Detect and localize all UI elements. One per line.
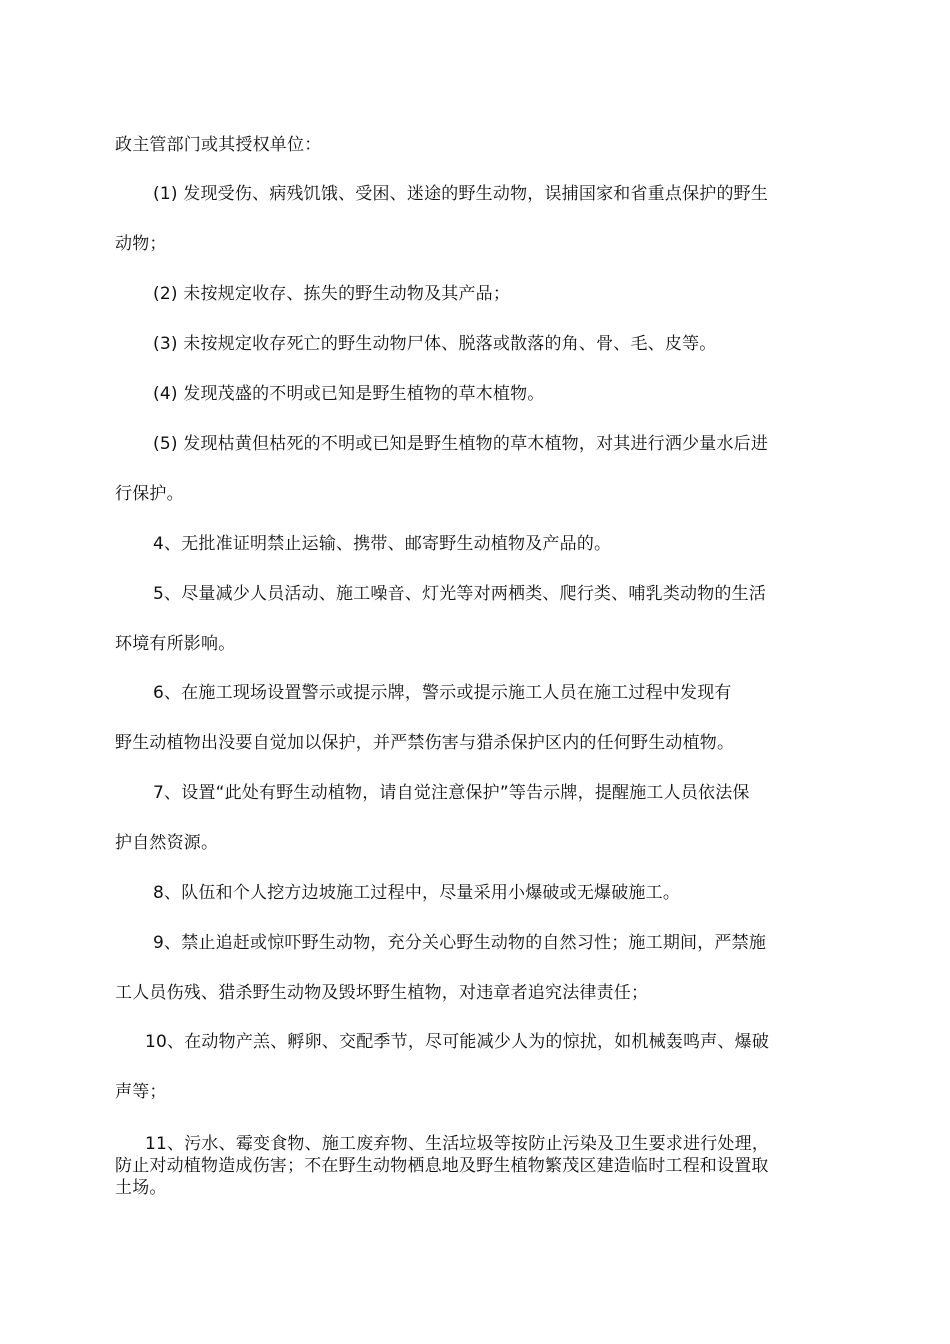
text-line: 5、尽量减少人员活动、施工噪音、灯光等对两栖类、爬行类、哺乳类动物的生活 bbox=[153, 584, 767, 604]
text-line: 11、污水、霉变食物、施工废弃物、生活垃圾等按防止污染及卫生要求进行处理， bbox=[145, 1134, 770, 1154]
paragraph-11 bbox=[115, 1133, 815, 1199]
text-line: 9、禁止追赶或惊吓野生动物，充分关心野生动物的自然习性；施工期间，严禁施 bbox=[153, 933, 767, 953]
text-line: 10、在动物产羔、孵卵、交配季节，尽可能减少人为的惊扰，如机械轰鸣声、爆破 bbox=[145, 1032, 770, 1052]
text-line: 7、设置“此处有野生动植物，请自觉注意保护”等告示牌，提醒施工人员依法保 bbox=[153, 783, 750, 803]
text-line: 政主管部门或其授权单位： bbox=[115, 135, 322, 155]
text-line: (1) 发现受伤、病残饥饿、受困、迷途的野生动物，误捕国家和省重点保护的野生 bbox=[153, 184, 769, 204]
text-line: 护自然资源。 bbox=[115, 833, 219, 853]
text-line: 防止对动植物造成伤害；不在野生动物栖息地及野生植物繁茂区建造临时工程和设置取 bbox=[115, 1156, 769, 1176]
text-line: (4) 发现茂盛的不明或已知是野生植物的草木植物。 bbox=[153, 384, 545, 404]
text-line: 6、在施工现场设置警示或提示牌，警示或提示施工人员在施工过程中发现有 bbox=[153, 683, 732, 703]
text-line: (5) 发现枯黄但枯死的不明或已知是野生植物的草木植物，对其进行洒少量水后进 bbox=[153, 434, 769, 454]
text-line: 工人员伤残、猎杀野生动物及毁坏野生植物，对违章者追究法律责任； bbox=[115, 983, 649, 1003]
text-line: 环境有所影响。 bbox=[115, 634, 236, 654]
text-line: (3) 未按规定收存死亡的野生动物尸体、脱落或散落的角、骨、毛、皮等。 bbox=[153, 334, 717, 354]
text-line: 声等； bbox=[115, 1082, 167, 1102]
text-line: 4、无批准证明禁止运输、携带、邮寄野生动植物及产品的。 bbox=[153, 534, 612, 554]
text-line: 8、队伍和个人挖方边坡施工过程中，尽量采用小爆破或无爆破施工。 bbox=[153, 883, 681, 903]
text-line: 野生动植物出没要自觉加以保护，并严禁伤害与猎杀保护区内的任何野生动植物。 bbox=[115, 733, 735, 753]
text-line: (2) 未按规定收存、拣失的野生动物及其产品； bbox=[153, 284, 511, 304]
text-line: 土场。 bbox=[115, 1178, 167, 1198]
text-line: 动物； bbox=[115, 234, 167, 254]
text-line: 行保护。 bbox=[115, 484, 184, 504]
